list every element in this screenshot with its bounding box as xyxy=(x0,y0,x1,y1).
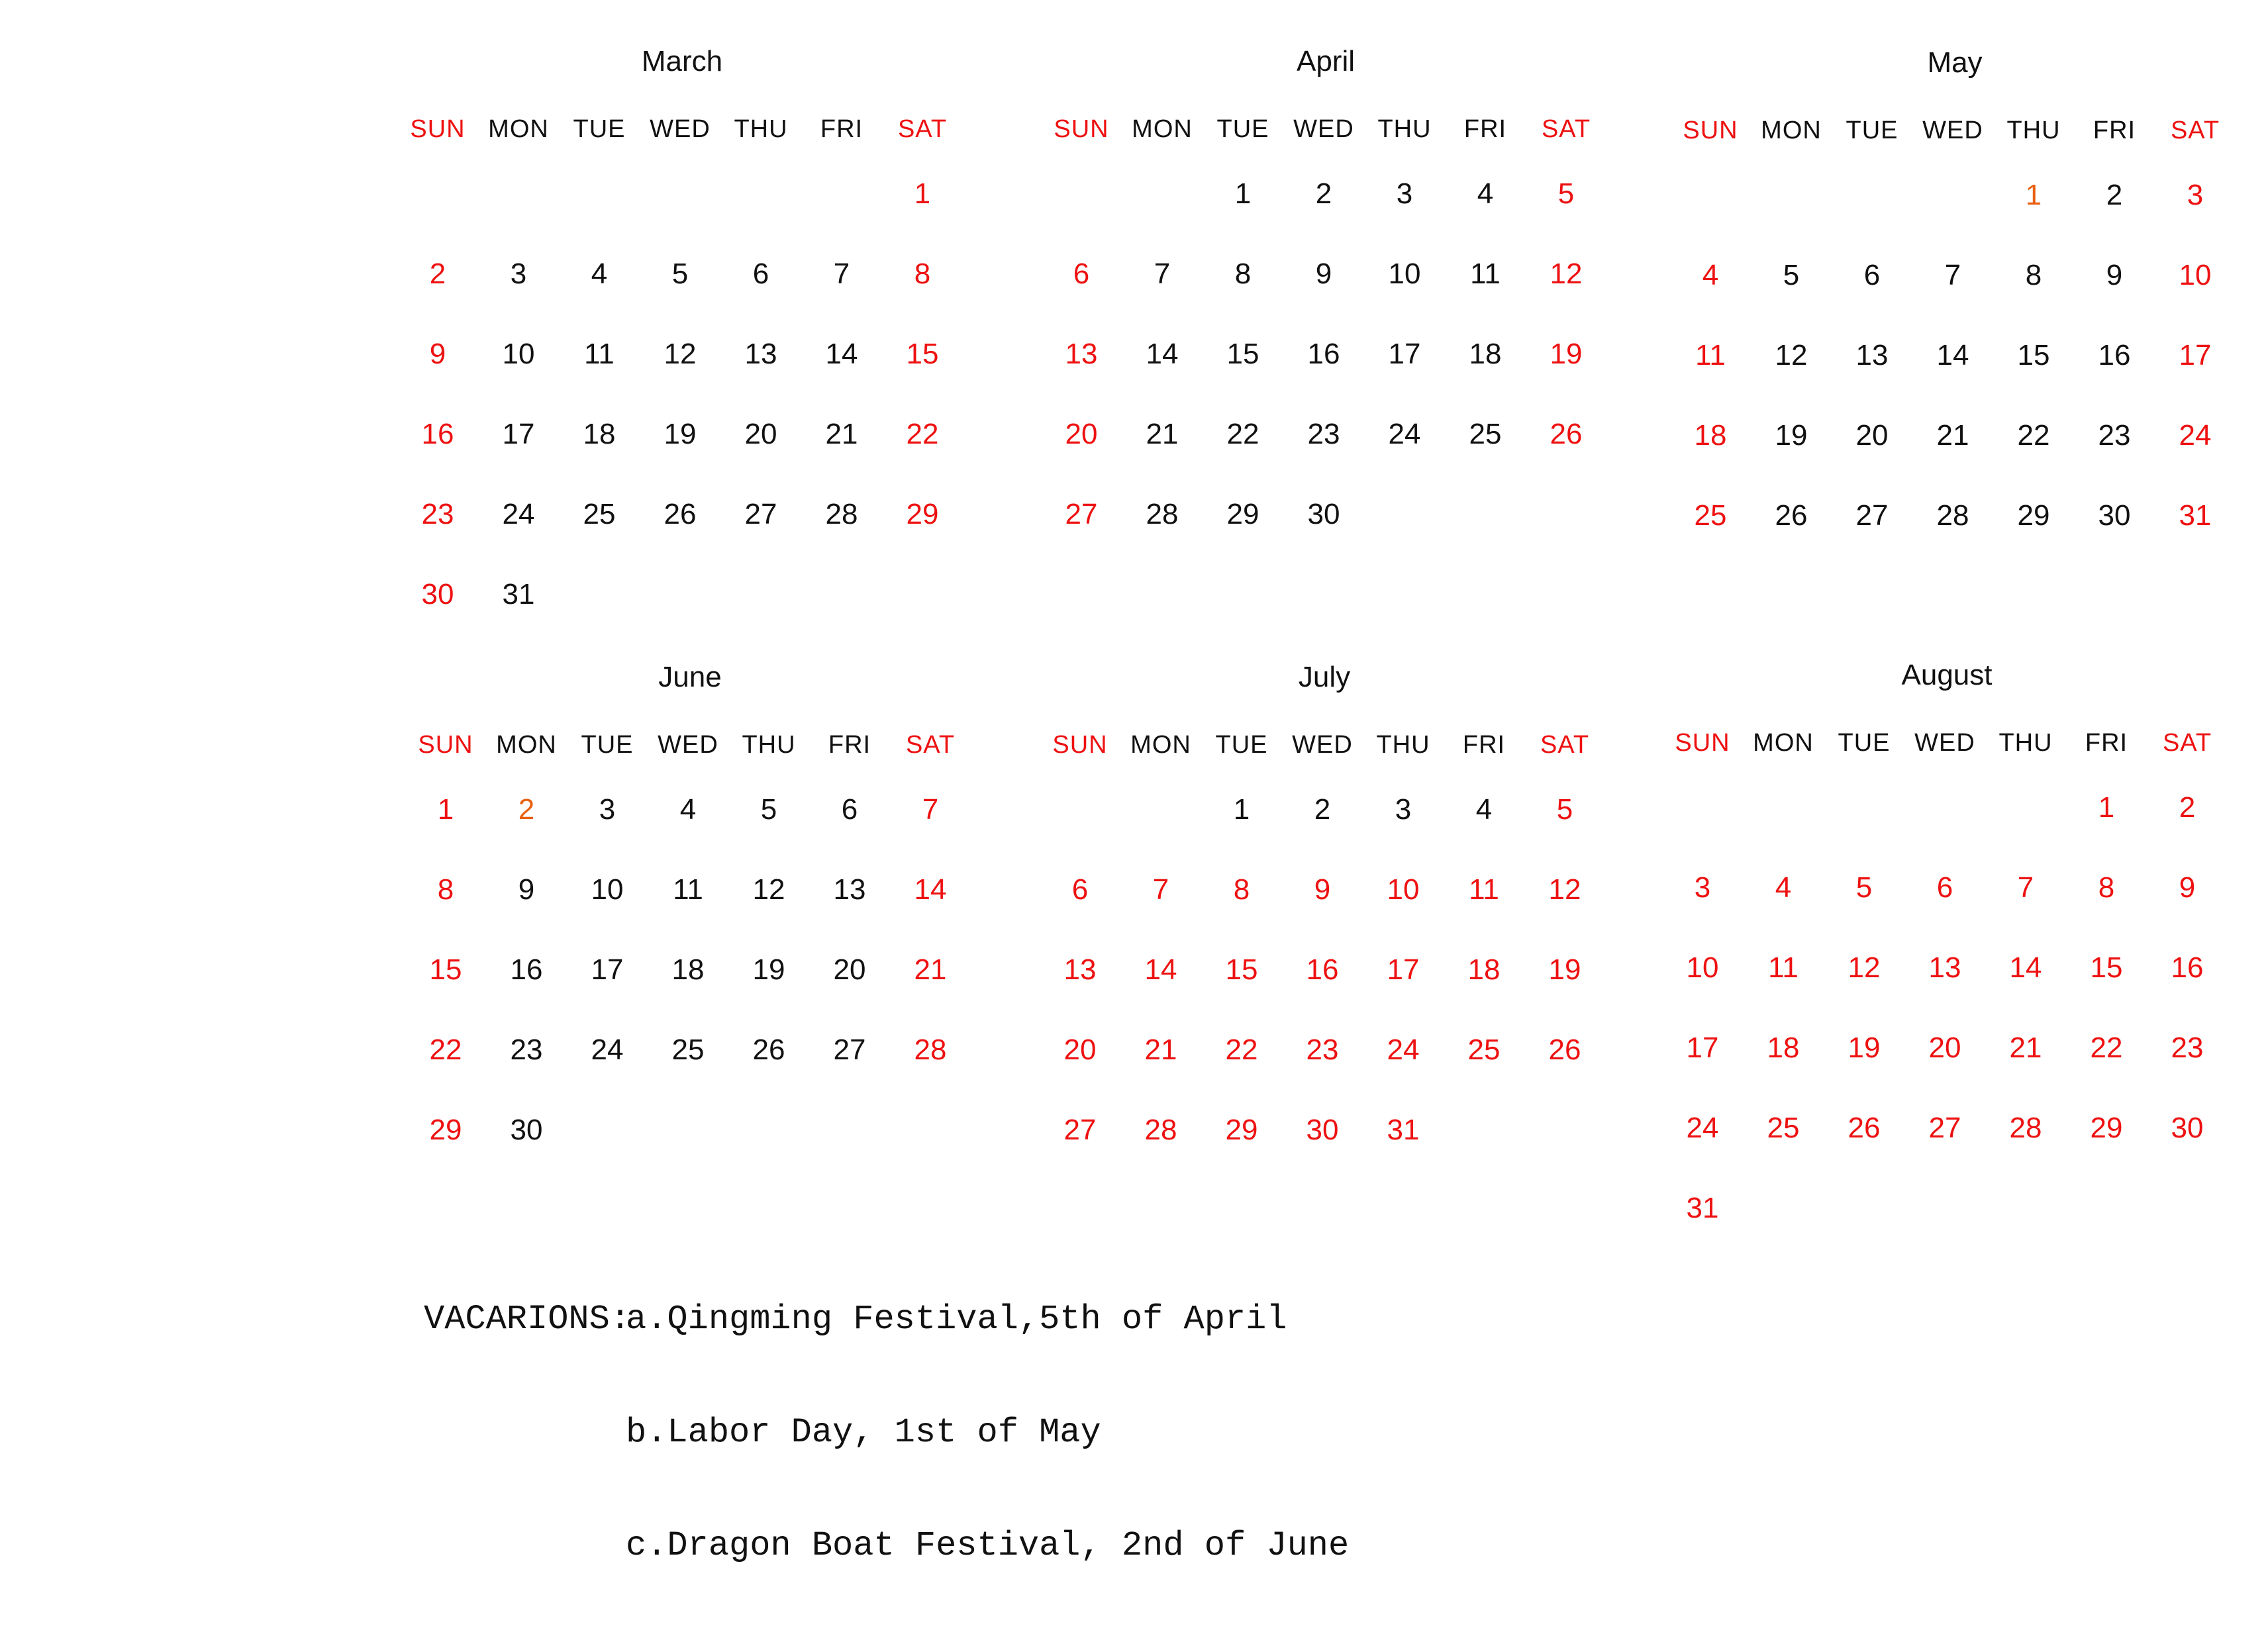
day-cell: 14 xyxy=(914,873,947,906)
day-cell: 20 xyxy=(744,418,777,450)
weekday-label-sat: SAT xyxy=(2162,729,2212,757)
day-cell: 24 xyxy=(1388,418,1421,450)
day-cell: 30 xyxy=(421,578,454,610)
day-cell: 25 xyxy=(671,1034,705,1066)
day-cell: 23 xyxy=(1307,418,1340,450)
day-cell: 7 xyxy=(922,793,939,826)
day-cell: 31 xyxy=(1387,1114,1420,1146)
month-title: April xyxy=(1296,45,1356,77)
weekday-label-sun: SUN xyxy=(1052,731,1108,759)
day-cell: 29 xyxy=(906,498,939,530)
day-cell: 16 xyxy=(2098,339,2131,371)
day-cell: 28 xyxy=(914,1034,947,1066)
day-cell: 2 xyxy=(1315,177,1332,210)
weekday-label-fri: FRI xyxy=(828,731,871,759)
day-cell: 28 xyxy=(825,498,858,530)
day-cell: 22 xyxy=(906,418,939,450)
day-cell: 26 xyxy=(1775,499,1808,532)
day-cell: 11 xyxy=(1695,339,1726,371)
day-cell: 8 xyxy=(914,258,931,290)
day-cell: 27 xyxy=(833,1034,866,1066)
day-cell: 1 xyxy=(1233,793,1250,826)
day-cell: 26 xyxy=(752,1034,785,1066)
day-cell: 23 xyxy=(2098,419,2131,452)
weekday-label-mon: MON xyxy=(488,115,549,143)
vacation-item: b.Labor Day, 1st of May xyxy=(626,1413,1101,1452)
day-cell: 3 xyxy=(510,258,527,290)
day-cell: 18 xyxy=(1694,419,1727,452)
weekday-label-mon: MON xyxy=(1130,731,1191,759)
day-cell: 10 xyxy=(1686,951,1719,984)
day-cell: 25 xyxy=(1767,1112,1800,1144)
day-cell: 19 xyxy=(1548,953,1581,986)
day-cell: 10 xyxy=(1388,258,1421,290)
day-cell: 21 xyxy=(1936,419,1969,452)
day-cell: 25 xyxy=(1469,418,1502,450)
weekday-label-tue: TUE xyxy=(1838,729,1891,757)
day-cell: 10 xyxy=(502,338,535,370)
day-cell: 17 xyxy=(591,953,624,986)
month-title: May xyxy=(1927,46,1983,79)
weekday-label-mon: MON xyxy=(1132,115,1193,143)
day-cell: 8 xyxy=(1234,258,1252,290)
day-cell: 17 xyxy=(1387,953,1420,986)
day-cell: 20 xyxy=(1928,1032,1961,1064)
weekday-header xyxy=(405,731,975,764)
day-cell: 15 xyxy=(2090,951,2123,984)
day-cell: 21 xyxy=(1144,1034,1177,1066)
day-cell: 3 xyxy=(1395,793,1412,826)
weekday-label-wed: WED xyxy=(1914,729,1975,757)
day-cell: 11 xyxy=(584,338,615,370)
day-cell: 27 xyxy=(1855,499,1889,532)
day-cell: 13 xyxy=(744,338,777,370)
weekday-label-wed: WED xyxy=(1292,731,1353,759)
weekday-label-tue: TUE xyxy=(1215,731,1268,759)
day-cell: 19 xyxy=(1848,1032,1881,1064)
day-cell: 11 xyxy=(1470,258,1501,290)
day-cell: 14 xyxy=(1144,953,1177,986)
day-cell: 14 xyxy=(1936,339,1969,371)
day-cell: 9 xyxy=(1314,873,1331,906)
day-cell: 7 xyxy=(1154,258,1171,290)
vacation-line-3 xyxy=(424,1527,1349,1565)
vacations-note xyxy=(424,1225,1349,1640)
day-cell: 16 xyxy=(421,418,454,450)
day-cell: 25 xyxy=(583,498,616,530)
weekday-header xyxy=(1040,731,1609,764)
month-title: July xyxy=(1298,661,1351,693)
day-cell: 14 xyxy=(1146,338,1179,370)
weekday-label-tue: TUE xyxy=(581,731,634,759)
day-cell: 6 xyxy=(1863,259,1881,291)
day-cell: 21 xyxy=(1146,418,1179,450)
month-title: August xyxy=(1901,659,1993,691)
day-cell: 18 xyxy=(1469,338,1502,370)
weekday-header xyxy=(1670,117,2240,150)
weekday-label-sat: SAT xyxy=(897,115,948,143)
day-cell: 20 xyxy=(833,953,866,986)
day-cell: 19 xyxy=(664,418,697,450)
day-cell: 12 xyxy=(1550,258,1583,290)
day-cell: 21 xyxy=(914,953,947,986)
vacation-line-2 xyxy=(424,1414,1349,1451)
weekday-label-fri: FRI xyxy=(2085,729,2128,757)
weekday-label-thu: THU xyxy=(1998,729,2053,757)
day-cell: 9 xyxy=(1315,258,1332,290)
day-cell: 22 xyxy=(1226,418,1259,450)
day-cell: 28 xyxy=(1144,1114,1177,1146)
day-cell: 29 xyxy=(1226,498,1259,530)
weekday-header xyxy=(1041,115,1610,148)
day-cell: 28 xyxy=(2009,1112,2042,1144)
weekday-label-fri: FRI xyxy=(2093,117,2136,144)
month-title: June xyxy=(658,661,722,693)
day-cell: 28 xyxy=(1146,498,1179,530)
day-cell: 18 xyxy=(671,953,705,986)
day-cell: 15 xyxy=(429,953,462,986)
day-cell: 8 xyxy=(1233,873,1250,906)
day-cell: 30 xyxy=(1307,498,1340,530)
day-cell: 16 xyxy=(1306,953,1339,986)
day-cell: 2 xyxy=(2106,179,2123,211)
day-cell: 16 xyxy=(510,953,543,986)
day-cell: 27 xyxy=(1928,1112,1961,1144)
day-cell: 5 xyxy=(1855,871,1873,904)
day-cell: 25 xyxy=(1467,1034,1501,1066)
day-cell: 29 xyxy=(1225,1114,1258,1146)
day-cell: 26 xyxy=(664,498,697,530)
day-cell: 6 xyxy=(1936,871,1953,904)
day-cell: 4 xyxy=(679,793,697,826)
day-cell: 11 xyxy=(673,873,703,906)
weekday-label-sat: SAT xyxy=(2170,117,2220,144)
day-cell: 12 xyxy=(1775,339,1808,371)
day-cell: 26 xyxy=(1548,1034,1581,1066)
day-cell: 1 xyxy=(1234,177,1252,210)
day-cell: 11 xyxy=(1768,951,1799,984)
day-cell: 30 xyxy=(1306,1114,1339,1146)
day-cell: 1 xyxy=(437,793,454,826)
weekday-label-wed: WED xyxy=(658,731,718,759)
day-cell: 18 xyxy=(1767,1032,1800,1064)
day-cell: 2 xyxy=(1314,793,1331,826)
weekday-label-thu: THU xyxy=(734,115,788,143)
weekday-label-sat: SAT xyxy=(905,731,956,759)
day-cell: 23 xyxy=(510,1034,543,1066)
day-cell: 10 xyxy=(591,873,624,906)
day-cell: 6 xyxy=(752,258,769,290)
weekday-header xyxy=(1662,729,2232,762)
day-cell: 4 xyxy=(1475,793,1493,826)
day-cell: 5 xyxy=(1783,259,1800,291)
weekday-label-sun: SUN xyxy=(418,731,473,759)
day-cell: 25 xyxy=(1694,499,1727,532)
day-cell: 16 xyxy=(2171,951,2204,984)
day-cell: 17 xyxy=(502,418,535,450)
weekday-label-thu: THU xyxy=(742,731,796,759)
day-cell: 18 xyxy=(583,418,616,450)
day-cell: 4 xyxy=(1477,177,1494,210)
day-cell: 6 xyxy=(1073,258,1090,290)
weekday-label-fri: FRI xyxy=(1462,731,1506,759)
day-cell: 24 xyxy=(1686,1112,1719,1144)
day-cell: 24 xyxy=(2179,419,2212,452)
day-cell: 26 xyxy=(1550,418,1583,450)
weekday-label-sun: SUN xyxy=(1054,115,1109,143)
day-cell: 14 xyxy=(825,338,858,370)
weekday-label-sat: SAT xyxy=(1540,731,1590,759)
day-cell: 5 xyxy=(760,793,777,826)
day-cell: 15 xyxy=(1225,953,1258,986)
day-cell: 24 xyxy=(591,1034,624,1066)
day-cell: 15 xyxy=(2017,339,2050,371)
day-cell: 3 xyxy=(1396,177,1413,210)
day-cell: 26 xyxy=(1848,1112,1881,1144)
day-cell: 4 xyxy=(591,258,608,290)
day-cell: 13 xyxy=(833,873,866,906)
day-cell: 29 xyxy=(429,1114,462,1146)
weekday-label-wed: WED xyxy=(1922,117,1983,144)
day-cell: 12 xyxy=(752,873,785,906)
weekday-label-tue: TUE xyxy=(573,115,626,143)
day-cell: 16 xyxy=(1307,338,1340,370)
day-cell: 31 xyxy=(1686,1192,1719,1224)
day-cell: 27 xyxy=(744,498,777,530)
day-cell: 24 xyxy=(1387,1034,1420,1066)
day-cell: 13 xyxy=(1928,951,1961,984)
day-cell: 29 xyxy=(2017,499,2050,532)
weekday-label-mon: MON xyxy=(496,731,557,759)
day-cell: 12 xyxy=(664,338,697,370)
day-cell: 10 xyxy=(2179,259,2212,291)
day-cell: 30 xyxy=(2098,499,2131,532)
weekday-header xyxy=(397,115,967,148)
day-cell: 3 xyxy=(599,793,616,826)
weekday-label-fri: FRI xyxy=(1463,115,1507,143)
day-cell: 3 xyxy=(1694,871,1711,904)
day-cell: 2 xyxy=(518,793,535,826)
vacations-label: VACARIONS: xyxy=(424,1300,631,1339)
day-cell: 9 xyxy=(518,873,535,906)
day-cell: 31 xyxy=(2179,499,2212,532)
day-cell: 5 xyxy=(1556,793,1573,826)
weekday-label-wed: WED xyxy=(650,115,711,143)
day-cell: 1 xyxy=(2098,791,2115,824)
day-cell: 30 xyxy=(2171,1112,2204,1144)
day-cell: 11 xyxy=(1469,873,1499,906)
day-cell: 13 xyxy=(1065,338,1098,370)
day-cell: 27 xyxy=(1065,498,1098,530)
day-cell: 30 xyxy=(510,1114,543,1146)
weekday-label-thu: THU xyxy=(1376,731,1430,759)
day-cell: 22 xyxy=(1225,1034,1258,1066)
day-cell: 7 xyxy=(1152,873,1169,906)
day-cell: 9 xyxy=(429,338,446,370)
weekday-label-tue: TUE xyxy=(1846,117,1898,144)
day-cell: 2 xyxy=(429,258,446,290)
day-cell: 14 xyxy=(2009,951,2042,984)
day-cell: 17 xyxy=(1686,1032,1719,1064)
day-cell: 12 xyxy=(1548,873,1581,906)
day-cell: 21 xyxy=(2009,1032,2042,1064)
day-cell: 20 xyxy=(1065,418,1098,450)
day-cell: 17 xyxy=(1388,338,1421,370)
weekday-label-mon: MON xyxy=(1753,729,1814,757)
day-cell: 4 xyxy=(1702,259,1719,291)
day-cell: 8 xyxy=(2025,259,2042,291)
day-cell: 5 xyxy=(671,258,689,290)
weekday-label-sun: SUN xyxy=(1675,729,1730,757)
weekday-label-thu: THU xyxy=(2006,117,2061,144)
day-cell: 20 xyxy=(1855,419,1889,452)
day-cell: 20 xyxy=(1063,1034,1097,1066)
day-cell: 1 xyxy=(2025,179,2042,211)
weekday-label-wed: WED xyxy=(1293,115,1354,143)
vacation-item: a.Qingming Festival,5th of April xyxy=(626,1300,1287,1339)
day-cell: 9 xyxy=(2179,871,2196,904)
day-cell: 4 xyxy=(1775,871,1792,904)
day-cell: 12 xyxy=(1848,951,1881,984)
day-cell: 19 xyxy=(752,953,785,986)
day-cell: 10 xyxy=(1387,873,1420,906)
day-cell: 7 xyxy=(833,258,850,290)
day-cell: 23 xyxy=(2171,1032,2204,1064)
day-cell: 31 xyxy=(502,578,535,610)
weekday-label-sun: SUN xyxy=(1683,117,1738,144)
day-cell: 13 xyxy=(1063,953,1097,986)
day-cell: 9 xyxy=(2106,259,2123,291)
weekday-label-fri: FRI xyxy=(820,115,863,143)
weekday-label-tue: TUE xyxy=(1216,115,1269,143)
day-cell: 21 xyxy=(825,418,858,450)
weekday-label-mon: MON xyxy=(1761,117,1822,144)
day-cell: 19 xyxy=(1550,338,1583,370)
day-cell: 3 xyxy=(2187,179,2204,211)
day-cell: 7 xyxy=(2017,871,2034,904)
day-cell: 2 xyxy=(2179,791,2196,824)
day-cell: 17 xyxy=(2179,339,2212,371)
day-cell: 13 xyxy=(1855,339,1889,371)
month-title: March xyxy=(641,45,723,77)
vacation-item: c.Dragon Boat Festival, 2nd of June xyxy=(626,1526,1350,1565)
day-cell: 18 xyxy=(1467,953,1501,986)
day-cell: 29 xyxy=(2090,1112,2123,1144)
day-cell: 7 xyxy=(1944,259,1961,291)
weekday-label-thu: THU xyxy=(1377,115,1432,143)
weekday-label-sun: SUN xyxy=(410,115,466,143)
vacation-line-1 xyxy=(424,1300,1349,1338)
day-cell: 24 xyxy=(502,498,535,530)
day-cell: 15 xyxy=(906,338,939,370)
day-cell: 6 xyxy=(841,793,858,826)
day-cell: 1 xyxy=(914,177,931,210)
weekday-label-sat: SAT xyxy=(1541,115,1591,143)
day-cell: 22 xyxy=(2017,419,2050,452)
day-cell: 8 xyxy=(2098,871,2115,904)
day-cell: 28 xyxy=(1936,499,1969,532)
day-cell: 22 xyxy=(2090,1032,2123,1064)
day-cell: 6 xyxy=(1071,873,1089,906)
day-cell: 23 xyxy=(421,498,454,530)
day-cell: 15 xyxy=(1226,338,1259,370)
day-cell: 27 xyxy=(1063,1114,1097,1146)
day-cell: 19 xyxy=(1775,419,1808,452)
day-cell: 23 xyxy=(1306,1034,1339,1066)
day-cell: 5 xyxy=(1557,177,1575,210)
day-cell: 8 xyxy=(437,873,454,906)
day-cell: 22 xyxy=(429,1034,462,1066)
